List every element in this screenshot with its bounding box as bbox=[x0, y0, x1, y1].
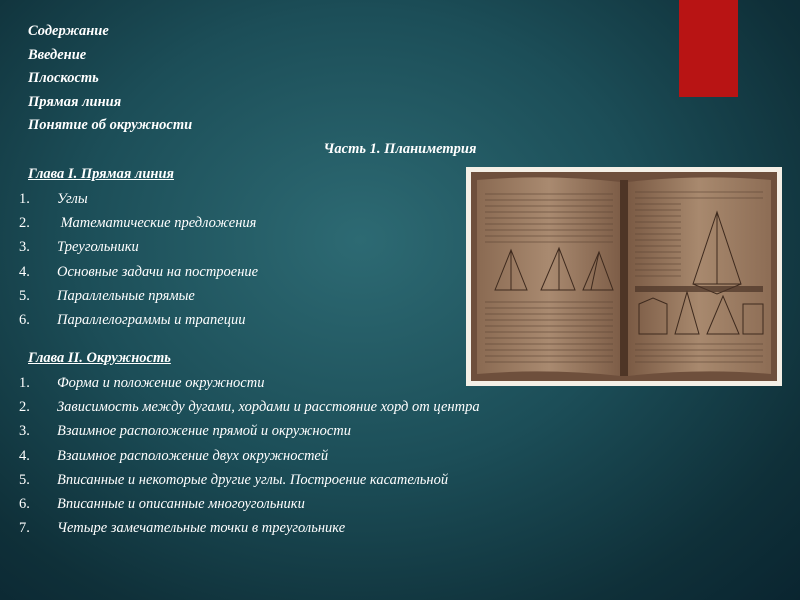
list-item-number: 7. bbox=[19, 520, 30, 537]
red-accent-block bbox=[679, 0, 738, 97]
contents-list bbox=[28, 20, 192, 138]
list-item-text: Параллелограммы и трапеции bbox=[57, 312, 246, 329]
list-item bbox=[0, 468, 480, 492]
list-item-text: Четыре замечательные точки в треугольнике bbox=[57, 520, 346, 537]
list-item bbox=[0, 492, 480, 516]
list-item bbox=[0, 444, 480, 468]
list-item bbox=[0, 516, 480, 540]
open-book-photo bbox=[466, 167, 782, 386]
toc-item-circle-concept: Понятие об окружности bbox=[28, 117, 193, 133]
list-item bbox=[0, 187, 258, 211]
list-item-text: Математические предложения bbox=[57, 215, 257, 232]
list-item bbox=[0, 211, 258, 235]
list-item bbox=[0, 395, 480, 419]
list-item-number: 6. bbox=[19, 496, 30, 513]
chapter1-list bbox=[0, 187, 258, 332]
list-item-text: Форма и положение окружности bbox=[57, 375, 265, 391]
list-item bbox=[0, 260, 258, 284]
list-item-text: Взаимное расположение двух окружностей bbox=[57, 447, 329, 464]
list-item-number: 1. bbox=[19, 375, 30, 391]
list-item bbox=[0, 235, 258, 259]
part-title: Часть 1. Планиметрия bbox=[323, 141, 477, 157]
list-item-number: 1. bbox=[19, 191, 30, 207]
list-item-text: Треугольники bbox=[57, 239, 139, 256]
list-item bbox=[0, 308, 258, 332]
toc-item-introduction: Введение bbox=[28, 46, 87, 63]
list-item bbox=[0, 419, 480, 443]
list-item-number: 2. bbox=[19, 399, 30, 416]
list-item-number: 5. bbox=[19, 287, 30, 304]
toc-item-contents: Содержание bbox=[28, 23, 109, 39]
chapter2-list bbox=[0, 371, 480, 540]
chapter2-heading: Глава II. Окружность bbox=[28, 350, 171, 366]
list-item-number: 3. bbox=[19, 239, 30, 256]
list-item-text: Зависимость между дугами, хордами и расстояние хорд от центра bbox=[57, 399, 480, 416]
list-item-number: 4. bbox=[19, 447, 30, 464]
list-item-text: Параллельные прямые bbox=[57, 287, 195, 304]
list-item-number: 4. bbox=[19, 263, 30, 280]
list-item-number: 3. bbox=[19, 423, 30, 440]
toc-item-straight-line: Прямая линия bbox=[28, 93, 122, 110]
list-item-text: Взаимное расположение прямой и окружности bbox=[57, 423, 352, 440]
list-item-number: 5. bbox=[19, 471, 30, 488]
toc-item-plane: Плоскость bbox=[28, 70, 99, 86]
list-item bbox=[0, 371, 480, 395]
list-item-number: 2. bbox=[19, 215, 30, 232]
list-item-text: Вписанные и описанные многоугольники bbox=[57, 496, 305, 513]
list-item-number: 6. bbox=[19, 312, 30, 329]
list-item bbox=[0, 284, 258, 308]
list-item-text: Основные задачи на построение bbox=[57, 263, 259, 280]
list-item-text: Углы bbox=[57, 191, 88, 207]
list-item-text: Вписанные и некоторые другие углы. Построение касательной bbox=[57, 471, 449, 488]
chapter1-heading: Глава I. Прямая линия bbox=[28, 166, 174, 182]
